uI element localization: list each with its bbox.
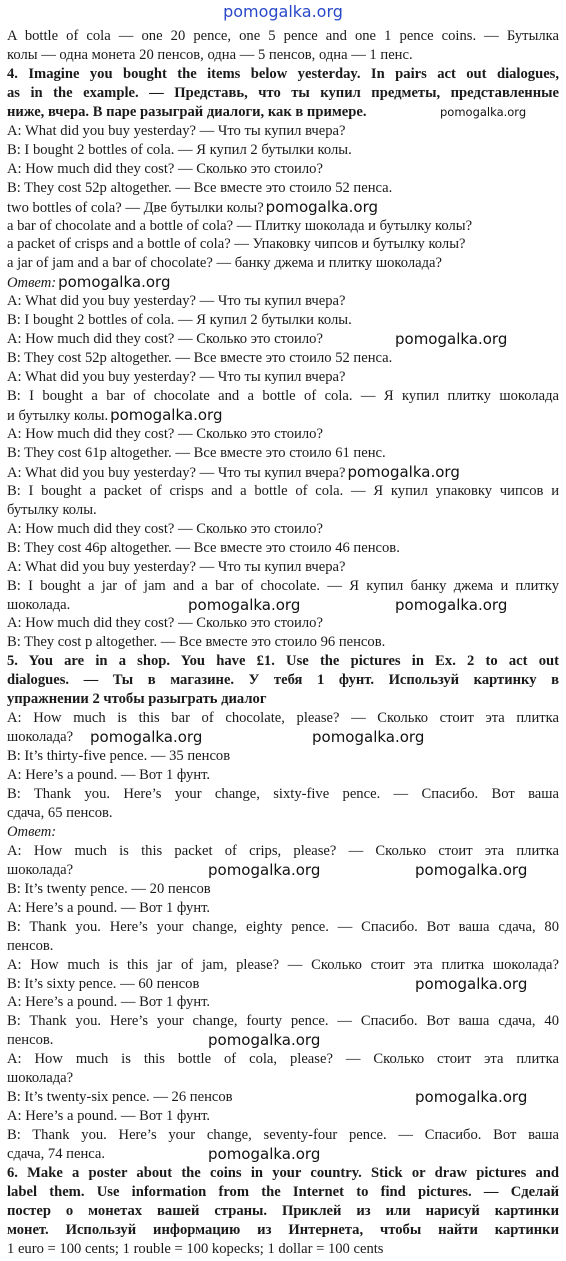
text-line [7,785,559,804]
line-text: шоколада. [7,596,71,613]
line-text: B: I bought a packet of crisps and a bottle of cola. — Я купил упаковку чипсов и [7,482,559,499]
text-line [7,349,559,368]
line-text: a packet of crisps and a bottle of cola? — Упаковку чипсов и бутылку колы? [7,236,466,253]
text-line [7,482,559,501]
line-text: B: I bought 2 bottles of cola. — Я купил 2 бутылки колы. [7,312,352,329]
line-text: B: They cost 52p altogether. — Все вместе это стоило 52 пенса. [7,179,393,196]
text-line [7,861,559,880]
watermark-text: pomogalka.org [58,273,171,292]
line-text: A: How much did they cost? — Сколько это стоило? [7,160,323,177]
text-line [7,1031,559,1050]
line-text: бутылку колы. [7,501,97,518]
text-line [7,918,559,937]
text-line [7,633,559,652]
line-text: A: How much did they cost? — Сколько это стоило? [7,520,323,537]
line-text: шоколада? [7,1070,74,1087]
text-line [7,198,559,217]
text-line [7,766,559,785]
text-line [7,804,559,823]
text-line [7,217,559,236]
line-text: two bottles of cola? — Две бутылки колы? [7,199,264,216]
text-line [7,899,559,918]
text-line [7,1012,559,1031]
line-text: монет. Используй информацию из Интернета, чтобы найти картинки [7,1221,559,1238]
text-line [7,330,559,349]
line-text: A: What did you buy yesterday? — Что ты купил вчера? [7,369,346,386]
line-text: B: They cost 52p altogether. — Все вместе это стоило 52 пенса. [7,350,393,367]
text-line [7,1126,559,1145]
watermark-text: pomogalka.org [110,406,223,424]
watermark-text: pomogalka.org [90,728,203,747]
text-line [7,728,559,747]
text-line [7,103,559,122]
text-line [7,520,559,539]
line-text: A: What did you buy yesterday? — Что ты купил вчера? [7,558,346,575]
text-line [7,311,559,330]
text-line [7,1240,559,1259]
line-text: Ответ: [7,275,57,292]
text-line [7,823,559,842]
watermark-text: pomogalka.org [208,860,321,879]
line-text: label them. Use information from the Internet to find pictures. — Сделай [7,1184,559,1200]
text-line [7,292,559,311]
text-line [7,671,559,690]
text-line [7,463,559,482]
watermark-text: pomogalka.org [415,974,528,993]
text-line [7,614,559,633]
text-line [7,1202,559,1221]
line-text: сдача, 74 пенса. [7,1146,106,1162]
text-line [7,747,559,766]
line-text: упражнении 2 чтобы разыграть диалог [7,691,267,708]
line-text: шоколада? [7,729,74,746]
line-text: A: What did you buy yesterday? — Что ты купил вчера? [7,293,346,310]
text-line [7,1164,559,1183]
line-text: A: Here’s a pound. — Вот 1 фунт. [7,899,211,916]
text-line [7,1221,559,1240]
line-text: as in the example. — Представь, что ты купил предметы, представленные [7,84,559,101]
watermark-text: pomogalka.org [395,595,508,614]
line-text: пенсов. [7,937,54,954]
line-text: B: It’s twenty-six pence. — 26 пенсов [7,1089,233,1106]
text-line [7,254,559,273]
text-line [7,444,559,463]
site-watermark: pomogalka.org [223,2,343,21]
line-text: B: They cost 46p altogether. — Все вместе это стоило 46 пенсов. [7,539,400,556]
line-text: A: How much did they cost? — Сколько это стоило? [7,425,323,442]
watermark-text: pomogalka.org [415,1088,528,1107]
line-text: A: What did you buy yesterday? — Что ты купил вчера? [7,464,346,481]
watermark-text: pomogalka.org [415,860,528,879]
text-line [7,652,559,671]
line-text: B: Thank you. Here’s your change, sixty-five pence. — Спасибо. Вот ваша [7,786,559,802]
line-text: A: How much is this packet of crips, please? — Сколько стоит эта плитка [7,842,559,859]
line-text: 5. You are in a shop. You have £1. Use the pictures in Ex. 2 to act out [7,653,559,670]
text-line [7,956,559,975]
line-text: A: How much is this jar of jam, please? — Сколько стоит эта плитка шоколада? [7,956,559,973]
line-text: B: It’s sixty pence. — 60 пенсов [7,975,200,992]
line-text: постер о монетах вашей страны. Приклей из или нарисуй картинки [7,1202,559,1219]
text-line [7,993,559,1012]
text-line [7,1145,559,1164]
watermark-text: pomogalka.org [208,1145,321,1163]
text-line [7,1069,559,1088]
watermark-text: pomogalka.org [312,728,425,747]
line-text: B: I bought a jar of jam and a bar of chocolate. — Я купил банку джема и плитку [7,577,559,594]
text-line [7,577,559,596]
line-text: сдача, 65 пенсов. [7,804,113,821]
text-line [7,1107,559,1126]
text-line [7,235,559,254]
line-text: B: It’s thirty-five pence. — 35 пенсов [7,748,231,765]
text-line [7,690,559,709]
line-text: B: They cost p altogether. — Все вместе это стоило 96 пенсов. [7,634,386,651]
watermark-text: pomogalka.org [188,595,301,614]
text-line [7,880,559,899]
line-text: A: Here’s a pound. — Вот 1 фунт. [7,994,211,1011]
watermark-text: pomogalka.org [265,197,379,216]
line-text: B: I bought a bar of chocolate and a bottle of cola. — Я купил плитку шоколада [7,388,559,405]
line-text: B: Thank you. Here’s your change, eighty pence. — Спасибо. Вот ваша сдача, 80 [7,918,559,935]
text-line [7,975,559,994]
text-line [7,425,559,444]
text-line [7,1050,559,1069]
line-text: a jar of jam and a bar of chocolate? — банку джема и плитку шоколада? [7,255,443,272]
line-text: ниже, вчера. В паре разыграй диалоги, как в примере. [7,103,367,120]
text-line [7,1088,559,1107]
line-text: пенсов. [7,1032,54,1049]
text-line [7,27,559,46]
line-text: 6. Make a poster about the coins in your country. Stick or draw pictures and [7,1165,559,1181]
watermark-text: pomogalka.org [395,330,508,349]
text-line [7,501,559,520]
text-line [7,160,559,179]
line-text: колы — одна монета 20 пенсов, одна — 5 пенсов, одна — 1 пенс. [7,47,413,63]
line-text: dialogues. — Ты в магазине. У тебя 1 фунт. Используй картинку в [7,672,559,689]
text-line [7,273,559,292]
line-text: A: How much is this bar of chocolate, please? — Сколько стоит эта плитка [7,710,559,727]
watermark-text: pomogalka.org [347,462,460,481]
text-line [7,122,559,141]
text-line [7,141,559,160]
line-text: шоколада? [7,861,74,878]
text-line [7,46,559,65]
text-line [7,596,559,615]
watermark-text: pomogalka.org [208,1031,321,1050]
line-text: B: Thank you. Here’s your change, seventy-four pence. — Спасибо. Вот ваша [7,1127,559,1144]
text-line [7,368,559,387]
line-text: Ответ: [7,823,57,840]
line-text: B: It’s twenty pence. — 20 пенсов [7,880,211,897]
text-line [7,558,559,577]
line-text: A: How much did they cost? — Сколько это стоило? [7,615,323,632]
watermark-text: pomogalka.org [440,104,527,119]
line-text: A: Here’s a pound. — Вот 1 фунт. [7,767,211,783]
line-text: A: What did you buy yesterday? — Что ты купил вчера? [7,122,346,139]
text-line [7,937,559,956]
line-text: A: How much is this bottle of cola, please? — Сколько стоит эта плитка [7,1051,559,1068]
line-text: 4. Imagine you bought the items below yesterday. In pairs act out dialogues, [7,65,559,82]
text-line [7,842,559,861]
text-line [7,406,559,425]
text-line [7,709,559,728]
line-text: A: How much did they cost? — Сколько это стоило? [7,331,323,348]
line-text: и бутылку колы. [7,408,109,424]
text-line [7,387,559,406]
line-text: A bottle of cola — one 20 pence, one 5 pence and one 1 pence coins. — Бутылка [7,28,559,44]
text-line [7,1183,559,1202]
line-text: 1 euro = 100 cents; 1 rouble = 100 kopecks; 1 dollar = 100 cents [7,1240,384,1257]
line-text: B: Thank you. Here’s your change, fourty pence. — Спасибо. Вот ваша сдача, 40 [7,1013,559,1030]
line-text: A: Here’s a pound. — Вот 1 фунт. [7,1108,211,1125]
text-line [7,65,559,84]
line-text: B: I bought 2 bottles of cola. — Я купил 2 бутылки колы. [7,141,352,158]
line-text: a bar of chocolate and a bottle of cola? — Плитку шоколада и бутылку колы? [7,217,473,234]
text-line [7,539,559,558]
text-line [7,179,559,198]
text-line [7,84,559,103]
line-text: B: They cost 61p altogether. — Все вместе это стоило 61 пенс. [7,444,386,461]
